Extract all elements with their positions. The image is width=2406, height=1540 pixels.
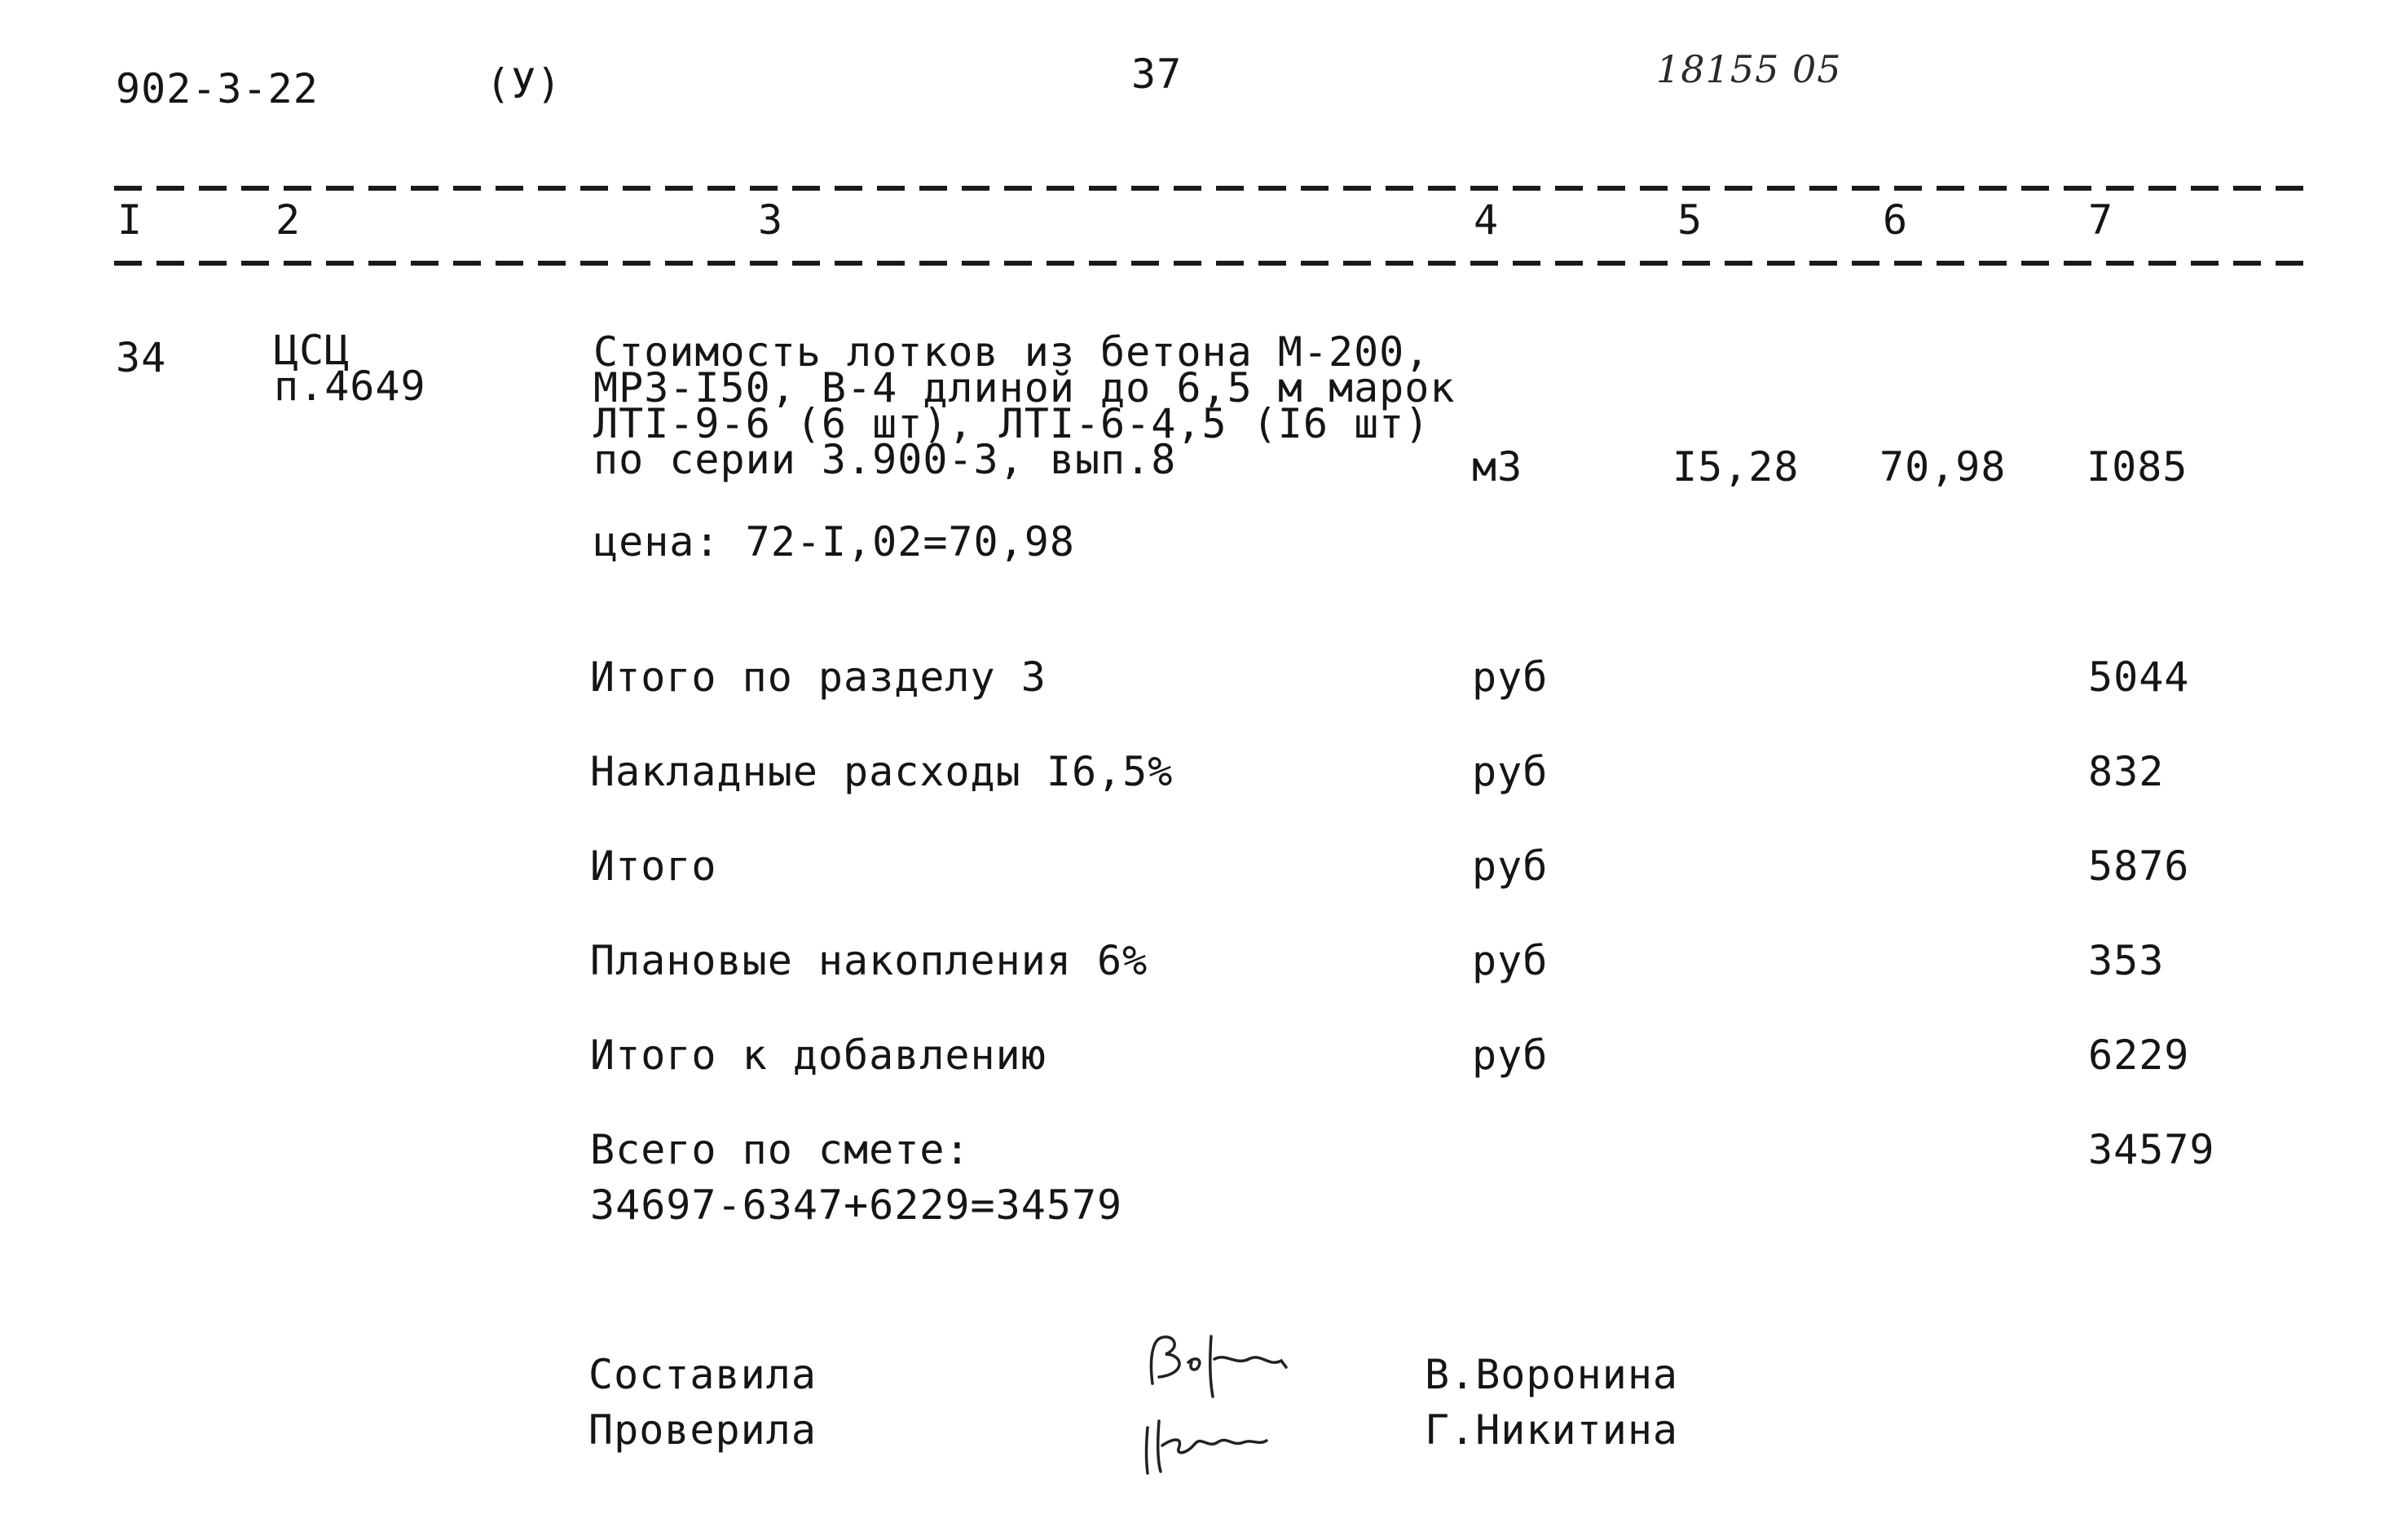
grand-total-formula: 34697-6347+6229=34579	[590, 1181, 1123, 1229]
summary-value: 6229	[2088, 1032, 2190, 1079]
summary-unit: руб	[1472, 843, 1549, 890]
summary-label: Накладные расходы I6,5%	[590, 748, 1174, 795]
document-code: 902-3-22	[116, 65, 319, 112]
item-reference-catalog: ЦСЦ	[274, 327, 350, 374]
summary-unit: руб	[1472, 937, 1549, 984]
item-description-line: Стоимость лотков из бетона М-200,	[593, 328, 1430, 376]
checked-by-label: Проверила	[588, 1406, 817, 1454]
compiled-by-name: В.Воронина	[1425, 1351, 1679, 1398]
page-number: 37	[1131, 51, 1183, 98]
column-number-5: 5	[1677, 196, 1703, 244]
item-reference-position: п.4649	[274, 363, 426, 410]
summary-unit: руб	[1472, 748, 1549, 795]
summary-label: Плановые накопления 6%	[590, 937, 1148, 984]
item-quantity: I5,28	[1672, 443, 1800, 491]
summary-value: 5876	[2088, 843, 2190, 890]
item-price-note: цена: 72-I,02=70,98	[593, 518, 1075, 565]
item-number: 34	[116, 334, 167, 381]
column-number-7: 7	[2088, 196, 2114, 244]
handwritten-reference: 18155 05	[1656, 47, 1842, 91]
column-number-4: 4	[1474, 196, 1500, 244]
column-number-6: 6	[1883, 196, 1909, 244]
summary-value: 353	[2088, 937, 2165, 984]
summary-label: Итого	[590, 843, 717, 890]
summary-label: Итого по разделу 3	[590, 653, 1047, 701]
item-reference	[274, 327, 426, 410]
compiler-signature	[1141, 1327, 1312, 1400]
document-mark: (У)	[486, 60, 562, 108]
item-description-line: ЛТI-9-6 (6 шт), ЛТI-6-4,5 (I6 шт)	[593, 400, 1430, 447]
header-bottom-rule	[114, 261, 2315, 266]
summary-value: 5044	[2088, 653, 2190, 701]
column-number-2: 2	[275, 196, 302, 244]
compiled-by-label: Составила	[588, 1351, 817, 1398]
item-description	[593, 328, 1456, 483]
item-total: I085	[2087, 443, 2188, 491]
grand-total-label: Всего по смете:	[590, 1126, 971, 1173]
checked-by-name: Г.Никитина	[1425, 1406, 1679, 1454]
header-top-rule	[114, 186, 2315, 191]
checker-signature	[1130, 1403, 1317, 1476]
column-number-3: 3	[758, 196, 784, 244]
item-unit: м3	[1472, 443, 1523, 491]
summary-label: Итого к добавлению	[590, 1032, 1047, 1079]
grand-total-value: 34579	[2088, 1126, 2215, 1173]
item-price: 70,98	[1879, 443, 2007, 491]
summary-unit: руб	[1472, 653, 1549, 701]
summary-unit: руб	[1472, 1032, 1549, 1079]
column-number-1: I	[117, 196, 143, 244]
summary-value: 832	[2088, 748, 2165, 795]
item-description-line: МРЗ-I50, В-4 длиной до 6,5 м марок	[593, 364, 1456, 411]
item-description-line: по серии 3.900-3, вып.8	[593, 436, 1177, 483]
